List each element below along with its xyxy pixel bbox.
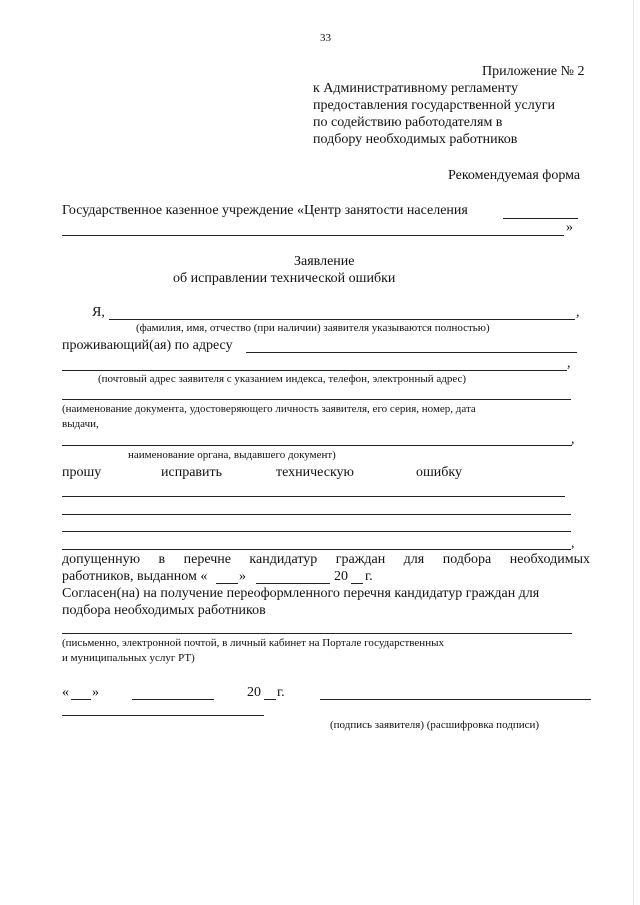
sig-quote-open: « xyxy=(62,685,69,700)
request-word: исправить xyxy=(161,465,223,480)
request-word: техническую xyxy=(276,465,355,480)
date-underline[interactable] xyxy=(62,715,264,716)
signature-blank[interactable] xyxy=(320,699,591,700)
scan-edge xyxy=(633,0,634,905)
addressee-closing: » xyxy=(566,220,573,235)
sig-year-suffix: г. xyxy=(277,685,285,700)
method-hint: (письменно, электронной почтой, в личный кабинет на Портале государственных xyxy=(62,637,444,649)
sig-day-blank[interactable] xyxy=(71,699,91,700)
address-comma: , xyxy=(567,356,571,371)
document-hint-2: выдачи, xyxy=(62,418,99,430)
admitted-year: 20 xyxy=(334,569,348,584)
annex-line: предоставления государственной услуги xyxy=(313,98,555,113)
annex-line: подбору необходимых работников xyxy=(313,132,518,147)
annex-line: к Административному регламенту xyxy=(313,81,518,96)
date-day-blank[interactable] xyxy=(216,583,238,584)
addressee-blank-2[interactable] xyxy=(62,235,564,236)
error-comma: , xyxy=(571,536,575,551)
sig-month-blank[interactable] xyxy=(132,699,214,700)
consent-line-2: подбора необходимых работников xyxy=(62,603,266,618)
applicant-i-label: Я, xyxy=(92,305,105,320)
admitted-year-suffix: г. xyxy=(365,569,373,584)
consent-line: Согласен(на) на получение переоформленного перечня кандидатур граждан для xyxy=(62,586,540,601)
method-hint-2: и муниципальных услуг РТ) xyxy=(62,652,195,664)
error-blank-2[interactable] xyxy=(62,514,571,515)
annex-line: по содействию работодателям в xyxy=(313,115,503,130)
issuer-comma: , xyxy=(571,432,575,447)
applicant-comma: , xyxy=(576,305,580,320)
admitted-line-2b: » xyxy=(239,569,246,584)
date-year-blank[interactable] xyxy=(351,583,363,584)
page-number: 33 xyxy=(320,32,331,44)
addressee-line: Государственное казенное учреждение «Центр занятости населения xyxy=(62,203,468,218)
document-hint: (наименование документа, удостоверяющего личность заявителя, его серия, номер, дата xyxy=(62,403,476,415)
method-blank[interactable] xyxy=(62,633,572,634)
annex-title: Приложение № 2 xyxy=(482,64,585,79)
error-blank-3[interactable] xyxy=(62,531,571,532)
address-blank-2[interactable] xyxy=(62,370,567,371)
sig-year: 20 xyxy=(247,685,261,700)
addressee-blank[interactable] xyxy=(503,218,578,219)
issuer-blank[interactable] xyxy=(62,445,572,446)
sig-year-blank[interactable] xyxy=(264,699,276,700)
admitted-line: допущенную в перечне кандидатур граждан для подбора необходимых xyxy=(62,552,590,567)
name-hint: (фамилия, имя, отчество (при наличии) заявителя указываются полностью) xyxy=(136,322,490,334)
residing-label: проживающий(ая) по адресу xyxy=(62,338,233,353)
address-blank[interactable] xyxy=(246,352,577,353)
error-blank-4[interactable] xyxy=(62,549,571,550)
address-hint: (почтовый адрес заявителя с указанием индекса, телефон, электронный адрес) xyxy=(98,373,467,385)
signature-hint: (подпись заявителя) (расшифровка подписи) xyxy=(330,719,540,731)
heading-subtitle: об исправлении технической ошибки xyxy=(173,271,396,286)
heading-title: Заявление xyxy=(294,254,355,269)
admitted-line-2a: работников, выданном « xyxy=(62,569,208,584)
request-word: ошибку xyxy=(416,465,462,480)
request-word: прошу xyxy=(62,465,102,480)
error-blank-1[interactable] xyxy=(62,496,565,497)
form-note: Рекомендуемая форма xyxy=(448,168,581,183)
date-month-blank[interactable] xyxy=(256,583,330,584)
issuer-hint: наименование органа, выдавшего документ) xyxy=(128,449,336,461)
applicant-name-blank[interactable] xyxy=(109,319,575,320)
document-blank[interactable] xyxy=(62,399,571,400)
sig-quote-close: » xyxy=(92,685,99,700)
